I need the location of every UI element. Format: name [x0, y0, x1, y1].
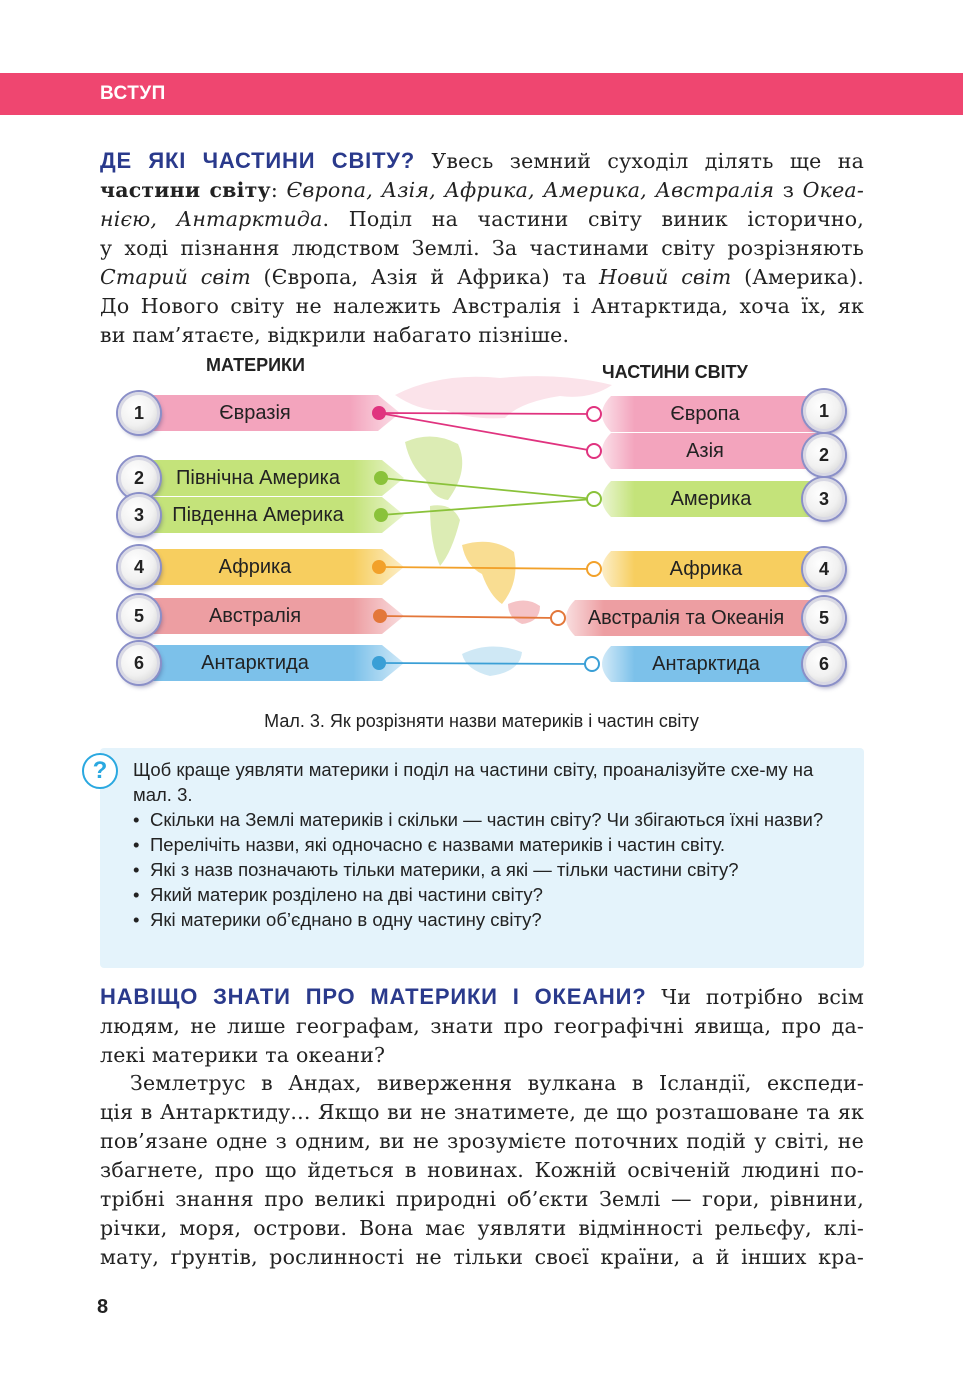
- part-of-world-number-badge: 5: [803, 597, 845, 639]
- intro-text: з: [774, 178, 803, 202]
- part-of-world-name: Америка: [670, 488, 752, 510]
- intro-text: Увесь земний суходіл ділять ще на: [415, 149, 865, 173]
- part-of-world-name: Африка: [669, 558, 743, 580]
- part-of-world-number-badge: 3: [803, 478, 845, 520]
- part-of-world-name: Азія: [686, 440, 724, 462]
- continent-name: Північна Америка: [176, 467, 340, 489]
- connector-line: [379, 663, 592, 664]
- continent-number-badge: 2: [118, 457, 160, 499]
- continent-dot: [372, 406, 386, 420]
- intro-text: (Європа, Азія й Африка) та: [250, 265, 600, 289]
- parts-of-world-title: ЧАСТИНИ СВІТУ: [602, 362, 748, 382]
- part-of-world-ring: [551, 611, 565, 625]
- section2-text: Чи потрібно всім: [646, 985, 865, 1009]
- section2-text: річки, моря, острови. Вона має уявляти відмінності рельєфу, клі-: [100, 1216, 864, 1240]
- question-item: • Які з назв позначають тільки материки, а які — тільки частини світу?: [133, 857, 849, 882]
- section2-heading: НАВІЩО ЗНАТИ ПРО МАТЕРИКИ І ОКЕАНИ?: [100, 984, 647, 1009]
- section2-text: ція в Антарктиду... Якщо ви не знатимете, де що розташоване та як: [100, 1100, 864, 1124]
- continent-name: Австралія: [208, 605, 302, 627]
- intro-heading: ДЕ ЯКІ ЧАСТИНИ СВІТУ?: [100, 148, 416, 173]
- part-of-world-ring: [587, 407, 601, 421]
- part-of-world-ring: [587, 562, 601, 576]
- intro-text: нією, Антарктида: [100, 207, 323, 231]
- question-icon: ?: [82, 753, 118, 789]
- intro-text: Океа-: [802, 178, 864, 202]
- continent-number-badge: 3: [118, 494, 160, 536]
- part-of-world-ring: [587, 492, 601, 506]
- continent-dot: [372, 656, 386, 670]
- section2-text: мату, ґрунтів, рослинності не тільки своєї країни, а й інших кра-: [100, 1245, 864, 1269]
- term-parts-of-world: частини світу: [100, 178, 271, 202]
- figure-caption: Мал. 3. Як розрізняти назви материків і частин світу: [264, 711, 699, 731]
- continent-number-badge: 5: [118, 595, 160, 637]
- intro-text: Новий світ: [599, 265, 732, 289]
- section2-text: збагнете, про що йдеться в новинах. Кожній освіченій людині по-: [100, 1158, 864, 1182]
- continent-name: Антарктида: [201, 652, 309, 674]
- continent-name: Африка: [218, 556, 292, 578]
- section2-text: Землетрус в Андах, виверження вулкана в Ісландії, експеди-: [130, 1071, 864, 1095]
- intro-text: . Поділ на частини світу виник історично,: [322, 207, 864, 231]
- part-of-world-number-badge: 4: [803, 548, 845, 590]
- section2-text: лекі материки та океани?: [100, 1043, 386, 1067]
- continents-title: МАТЕРИКИ: [206, 355, 305, 375]
- intro-text: у ході пізнання людством Землі. За частинами світу розрізняють: [100, 236, 864, 260]
- connector-line: [379, 567, 594, 569]
- continent-name: Південна Америка: [172, 504, 344, 526]
- part-of-world-name: Європа: [670, 403, 740, 425]
- continent-dot: [373, 609, 387, 623]
- page-number: 8: [97, 1296, 109, 1318]
- question-text: [133, 757, 849, 932]
- section2-paragraph-2: [100, 1069, 864, 1272]
- connector-line: [379, 413, 594, 451]
- part-of-world-ring: [587, 444, 601, 458]
- continent-dot: [372, 560, 386, 574]
- connector-line: [381, 499, 594, 515]
- section2-text: пов’язане одне з одним, ви не зрозумієте поточних подій у світі, не: [100, 1129, 864, 1153]
- part-of-world-name: Антарктида: [652, 653, 760, 675]
- question-item: • Перелічіть назви, які одночасно є назвами материків і частин світу.: [133, 832, 849, 857]
- question-intro: Щоб краще уявляти материки і поділ на частини світу, проаналізуйте схе-му на мал. 3.: [133, 759, 814, 805]
- part-of-world-number-badge: 6: [803, 643, 845, 685]
- question-item: • Який материк розділено на дві частини світу?: [133, 882, 849, 907]
- section2-text: трібні знання про великі природні об’єкти Землі — гори, рівнини,: [100, 1187, 864, 1211]
- continent-dot: [374, 471, 388, 485]
- connector-line: [379, 413, 594, 414]
- part-of-world-number-badge: 1: [803, 390, 845, 432]
- connector-line: [380, 616, 558, 618]
- part-of-world-ring: [585, 657, 599, 671]
- part-of-world-number-badge: 2: [803, 434, 845, 476]
- question-item: • Які материки об’єднано в одну частину світу?: [133, 907, 849, 932]
- intro-text: До Нового світу не належить Австралія і Антарктида, хоча їх, як: [100, 294, 864, 318]
- continent-dot: [374, 508, 388, 522]
- intro-text: ви пам’ятаєте, відкрили набагато пізніше.: [100, 323, 570, 347]
- continent-name: Євразія: [219, 402, 291, 424]
- intro-text: Старий світ: [100, 265, 251, 289]
- continent-number-badge: 4: [118, 546, 160, 588]
- continent-number-badge: 1: [118, 392, 160, 434]
- intro-text: (Америка).: [731, 265, 865, 289]
- question-item: • Скільки на Землі материків і скільки — частин світу? Чи збігаються їхні назви?: [133, 807, 849, 832]
- part-of-world-name: Австралія та Океанія: [587, 607, 785, 629]
- continent-number-badge: 6: [118, 642, 160, 684]
- intro-text: Європа, Азія, Африка, Америка, Австралія: [286, 178, 775, 202]
- connector-line: [381, 478, 594, 499]
- section-title: ВСТУП: [100, 83, 166, 104]
- section2-paragraph: [100, 982, 864, 1070]
- section2-text: людям, не лише географам, знати про географічні явища, про да-: [100, 1014, 864, 1038]
- question-list: [133, 807, 849, 932]
- intro-text: :: [270, 178, 287, 202]
